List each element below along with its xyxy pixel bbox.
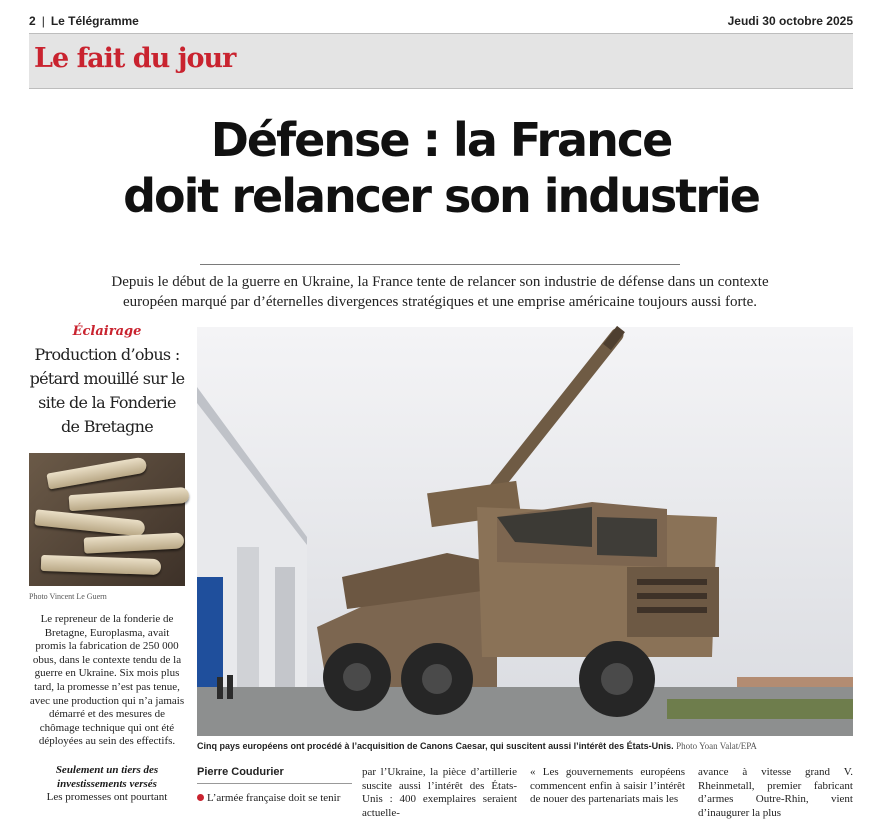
page-header <box>29 11 853 31</box>
chapeau: Depuis le début de la guerre en Ukraine, la France tente de relancer son industrie de défense dans un contexte européen marqué par d’éternelles divergences stratégiques et une emprise américaine toujours aussi forte. <box>111 274 769 310</box>
main-photo <box>197 327 853 736</box>
sidebar-text-continued: Les promesses ont pourtant <box>46 791 168 803</box>
article-col1-text <box>197 792 352 806</box>
bullet-icon <box>197 794 204 801</box>
caesar-truck-photo <box>197 327 853 736</box>
header-separator: | <box>41 14 45 28</box>
publication-name: Le Télégramme <box>50 14 139 28</box>
headline-line-1: Défense : la France <box>210 113 672 167</box>
header-left <box>29 14 139 28</box>
rubric-band <box>29 33 853 89</box>
page-number: 2 <box>29 14 36 28</box>
issue-date: Jeudi 30 octobre 2025 <box>727 14 853 28</box>
headline-line-2: doit relancer son industrie <box>123 169 759 223</box>
shell-shape <box>46 456 147 489</box>
article-column-1 <box>197 766 352 805</box>
shell-shape <box>84 532 185 553</box>
shell-shape <box>69 487 190 511</box>
sidebar-photo-credit: Photo Vincent Le Guern <box>29 592 107 601</box>
article-column-4: avance à vitesse grand V. Rheinmetall, premier fabricant d’armes Outre-Rhin, vient d’inaugurer la plus <box>698 766 853 819</box>
sidebar <box>29 324 185 803</box>
sidebar-photo <box>29 453 185 586</box>
sidebar-text: Le repreneur de la fonderie de Bretagne, Europlasma, avait promis la fabrication de 250 000 obus, dans le contexte tendu de la guerre en Ukraine. Six mois plus tard, la promesse n’est pas tenue, avec une production qui n’a jamais démarré et des mesures de chômage technique qui ont été déployées au sein des effectifs. <box>29 613 185 748</box>
shell-shape <box>34 509 145 536</box>
article-column-3: « Les gouvernements européens commencent enfin à saisir l’intérêt de nouer des partenariats mais les <box>530 766 685 805</box>
photo-credit: Photo Yoan Valat/EPA <box>676 741 757 751</box>
sidebar-kicker: Éclairage <box>72 324 142 339</box>
article-column-2: par l’Ukraine, la pièce d’artillerie suscite aussi l’intérêt des États-Unis : 400 exemplaires seraient actuelle- <box>362 766 517 819</box>
sidebar-title: Production d’obus : pétard mouillé sur le site de la Fonderie de Bretagne <box>29 345 185 436</box>
photo-caption-text: Cinq pays européens ont procédé à l’acquisition de Canons Caesar, qui suscitent aussi l’intérêt des États-Unis. <box>197 741 674 751</box>
article-col1-body: L’armée française doit se tenir <box>207 791 341 804</box>
headline <box>29 112 853 224</box>
sidebar-subhead: Seulement un tiers des investissements versés <box>55 764 159 790</box>
photo-caption <box>197 741 853 751</box>
byline: Pierre Coudurier <box>197 766 352 784</box>
shell-shape <box>41 555 161 575</box>
rubric-title: Le fait du jour <box>34 43 236 74</box>
headline-rule <box>200 264 680 265</box>
